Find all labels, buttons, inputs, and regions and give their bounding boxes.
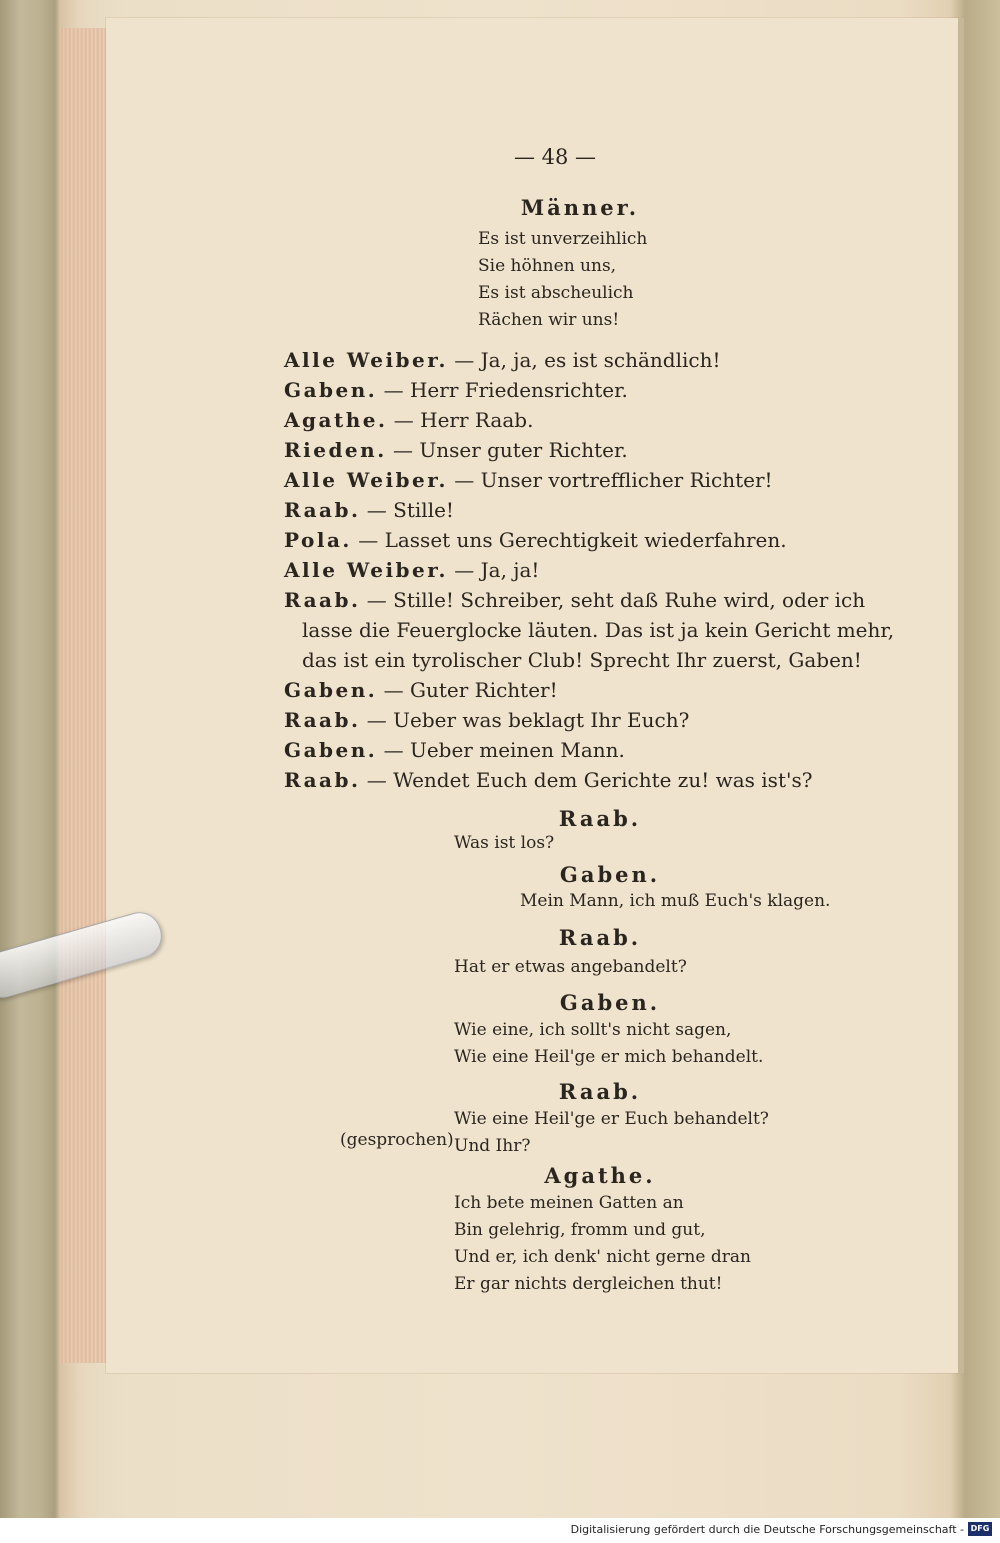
speech: — Herr Raab. xyxy=(387,408,534,432)
dialogue-line xyxy=(284,345,924,375)
dialogue-block xyxy=(284,345,924,795)
song-line: Wie eine Heil'ge er Euch behandelt? xyxy=(454,1109,769,1129)
dialogue-line xyxy=(284,585,924,615)
dialogue-continuation: lasse die Feuerglocke läuten. Das ist ja kein Gericht mehr, xyxy=(302,618,895,642)
song-line: Mein Mann, ich muß Euch's klagen. xyxy=(520,891,831,911)
song-lines xyxy=(454,1106,769,1160)
dialogue-line xyxy=(284,525,924,555)
song-line: Und er, ich denk' nicht gerne dran xyxy=(454,1247,751,1267)
song-line: Und Ihr? xyxy=(454,1136,531,1156)
speaker: Rieden. xyxy=(284,438,387,462)
stage-direction: (gesprochen) xyxy=(340,1130,454,1150)
speech: — Herr Friedensrichter. xyxy=(377,378,628,402)
song-line: Hat er etwas angebandelt? xyxy=(454,957,687,977)
song-maenner xyxy=(478,226,647,334)
footer-bar xyxy=(0,1518,1000,1543)
song-line: Er gar nichts dergleichen thut! xyxy=(454,1274,723,1294)
song-heading-agathe: Agathe. xyxy=(544,1163,656,1188)
speech: — Ja, ja, es ist schändlich! xyxy=(447,348,721,372)
song-lines xyxy=(454,1190,751,1298)
page-edges xyxy=(60,28,106,1363)
song-line: Sie höhnen uns, xyxy=(478,256,617,276)
speaker: Raab. xyxy=(284,588,361,612)
speech: — Stille! Schreiber, seht daß Ruhe wird, oder ich xyxy=(360,588,866,612)
speaker: Pola. xyxy=(284,528,352,552)
dialogue-line xyxy=(284,495,924,525)
speaker: Agathe. xyxy=(284,408,388,432)
speaker: Raab. xyxy=(284,708,361,732)
speech: — Ueber was beklagt Ihr Euch? xyxy=(360,708,690,732)
dialogue-line xyxy=(284,765,924,795)
dialogue-line xyxy=(284,735,924,765)
song-line: Rächen wir uns! xyxy=(478,310,620,330)
speech: — Unser guter Richter. xyxy=(386,438,628,462)
dialogue-continuation: das ist ein tyrolischer Club! Sprecht Ihr zuerst, Gaben! xyxy=(302,648,862,672)
footer-credit: Digitalisierung gefördert durch die Deutsche Forschungsgemeinschaft - xyxy=(570,1523,964,1536)
song-line: Bin gelehrig, fromm und gut, xyxy=(454,1220,706,1240)
song-heading-gaben: Gaben. xyxy=(559,862,661,887)
dfg-logo: DFG xyxy=(968,1522,992,1536)
speech: — Wendet Euch dem Gerichte zu! was ist's? xyxy=(360,768,813,792)
song-line: Was ist los? xyxy=(454,833,555,853)
song-heading-gaben: Gaben. xyxy=(559,990,661,1015)
song-line: Wie eine, ich sollt's nicht sagen, xyxy=(454,1020,732,1040)
speech: — Unser vortrefflicher Richter! xyxy=(447,468,773,492)
dialogue-line xyxy=(284,675,924,705)
dialogue-line xyxy=(284,465,924,495)
dialogue-line xyxy=(284,375,924,405)
song-line: Es ist unverzeihlich xyxy=(478,229,648,249)
speech: — Ueber meinen Mann. xyxy=(377,738,625,762)
song-line: Wie eine Heil'ge er mich behandelt. xyxy=(454,1047,764,1067)
speaker: Raab. xyxy=(284,768,361,792)
heading-maenner: Männer. xyxy=(520,195,640,220)
speaker: Gaben. xyxy=(284,378,378,402)
page-number: — 48 — xyxy=(513,145,597,169)
page-right-edge xyxy=(958,18,964,1373)
dialogue-line xyxy=(284,405,924,435)
speaker: Alle Weiber. xyxy=(284,348,448,372)
speaker: Alle Weiber. xyxy=(284,468,448,492)
speaker: Alle Weiber. xyxy=(284,558,448,582)
speech: — Stille! xyxy=(360,498,454,522)
speaker: Gaben. xyxy=(284,738,378,762)
song-heading-raab: Raab. xyxy=(558,806,642,831)
speaker: Raab. xyxy=(284,498,361,522)
song-heading-raab: Raab. xyxy=(558,925,642,950)
dialogue-line xyxy=(284,555,924,585)
speaker: Gaben. xyxy=(284,678,378,702)
song-line: Es ist abscheulich xyxy=(478,283,634,303)
dialogue-line xyxy=(284,705,924,735)
speech: — Guter Richter! xyxy=(377,678,558,702)
song-lines xyxy=(454,1017,763,1071)
speech: — Lasset uns Gerechtigkeit wiederfahren. xyxy=(351,528,787,552)
song-line: Ich bete meinen Gatten an xyxy=(454,1193,684,1213)
speech: — Ja, ja! xyxy=(447,558,540,582)
dialogue-line xyxy=(284,435,924,465)
song-heading-raab: Raab. xyxy=(558,1079,642,1104)
